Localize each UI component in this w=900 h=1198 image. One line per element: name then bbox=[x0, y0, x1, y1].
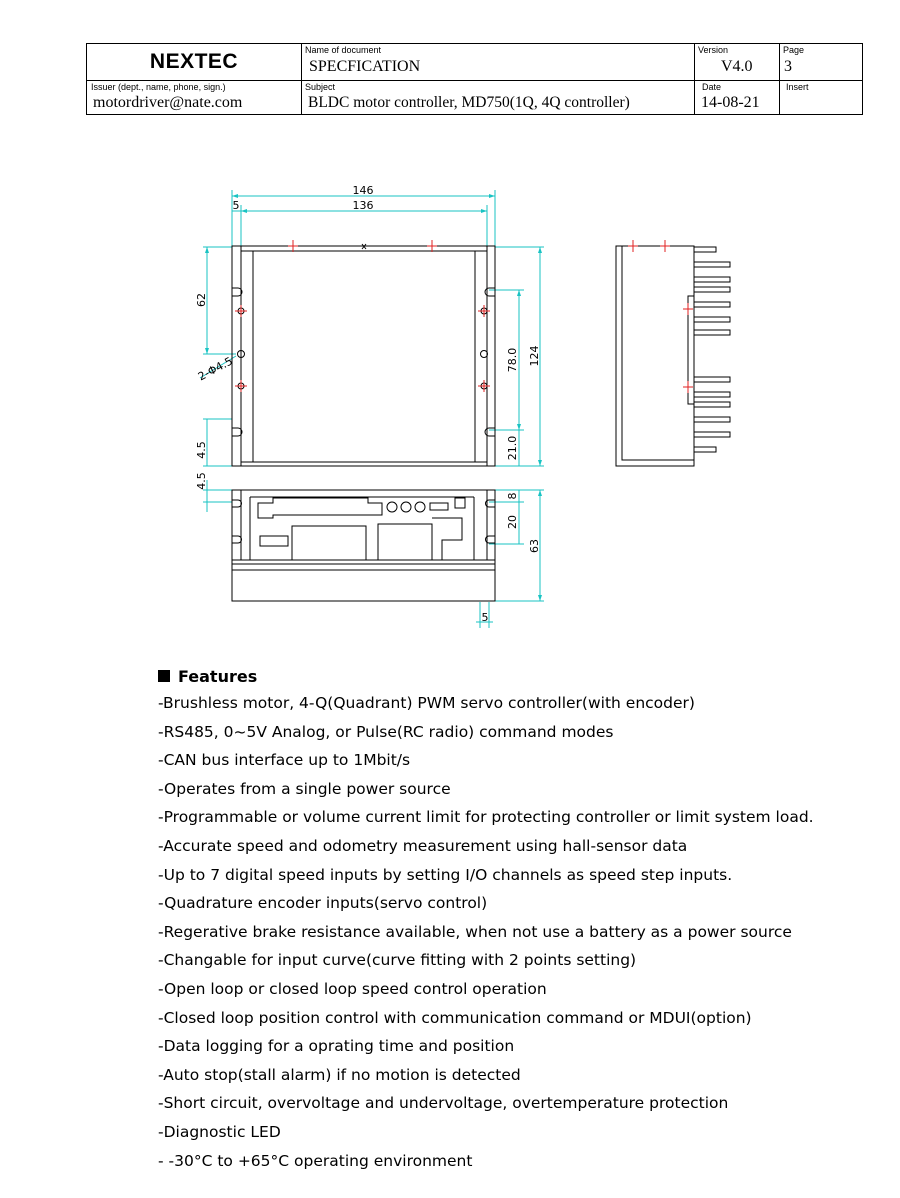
company-name: NEXTEC bbox=[149, 50, 239, 73]
dim-136: 136 bbox=[352, 199, 374, 212]
dim-5-top: 5 bbox=[232, 199, 240, 212]
feature-item: -Quadrature encoder inputs(servo control) bbox=[158, 894, 488, 913]
dimension-arrows bbox=[205, 194, 542, 601]
feature-item: -Accurate speed and odometry measurement using hall-sensor data bbox=[158, 836, 688, 855]
dim-63: 63 bbox=[528, 539, 541, 553]
feature-item: -Auto stop(stall alarm) if no motion is detected bbox=[158, 1065, 521, 1084]
dim-21: 21.0 bbox=[506, 435, 519, 461]
dim-146: 146 bbox=[352, 184, 374, 197]
page-number: 3 bbox=[784, 58, 792, 75]
feature-item: -Changable for input curve(curve fitting with 2 points setting) bbox=[158, 951, 637, 970]
feature-item: -Brushless motor, 4-Q(Quadrant) PWM servo controller(with encoder) bbox=[158, 694, 695, 712]
feature-item: -Short circuit, overvoltage and undervoltage, overtemperature protection bbox=[158, 1094, 729, 1113]
name-of-document-label: Name of document bbox=[305, 45, 382, 55]
insert-label: Insert bbox=[786, 82, 809, 92]
feature-item: -Open loop or closed loop speed control operation bbox=[158, 979, 547, 998]
issuer-label: Issuer (dept., name, phone, sign.) bbox=[91, 82, 226, 92]
dim-8: 8 bbox=[506, 492, 519, 500]
issuer-value: motordriver@nate.com bbox=[93, 94, 243, 111]
feature-item: -CAN bus interface up to 1Mbit/s bbox=[158, 751, 411, 770]
front-view bbox=[232, 490, 495, 601]
dim-78: 78.0 bbox=[506, 347, 519, 373]
features-title: Features bbox=[178, 666, 258, 686]
date-value: 14-08-21 bbox=[701, 94, 760, 111]
dim-5-bottom: 5 bbox=[481, 611, 489, 624]
feature-item: -RS485, 0~5V Analog, or Pulse(RC radio) command modes bbox=[158, 722, 614, 741]
name-of-document-value: SPECFICATION bbox=[309, 58, 421, 75]
version-value: V4.0 bbox=[721, 58, 753, 75]
date-label: Date bbox=[702, 82, 722, 92]
feature-item: -Diagnostic LED bbox=[158, 1122, 281, 1141]
feature-item: -Closed loop position control with communication command or MDUI(option) bbox=[158, 1008, 752, 1027]
version-label: Version bbox=[698, 45, 729, 55]
page-label: Page bbox=[783, 45, 805, 55]
features-section bbox=[158, 663, 858, 1175]
feature-item: -Up to 7 digital speed inputs by setting I/O channels as speed step inputs. bbox=[158, 865, 733, 884]
dim-62: 62 bbox=[195, 293, 208, 307]
feature-item: -Operates from a single power source bbox=[158, 779, 451, 798]
dimension-lines bbox=[200, 190, 544, 628]
feature-item: -Programmable or volume current limit for protecting controller or limit system load. bbox=[158, 808, 814, 827]
feature-item: -Data logging for a oprating time and position bbox=[158, 1037, 515, 1056]
dim-4-5-b: 4.5 bbox=[195, 472, 208, 490]
features-list bbox=[158, 689, 858, 1175]
features-heading bbox=[158, 663, 858, 689]
dim-124: 124 bbox=[528, 345, 541, 367]
top-view bbox=[232, 244, 495, 466]
feature-item: - -30°C to +65°C operating environment bbox=[158, 1151, 473, 1170]
subject-label: Subject bbox=[305, 82, 336, 92]
dim-hole: 2-Φ4.5 bbox=[195, 354, 235, 384]
subject-value: BLDC motor controller, MD750(1Q, 4Q controller) bbox=[308, 94, 630, 111]
center-marks bbox=[235, 240, 490, 392]
feature-item: -Regerative brake resistance available, when not use a battery as a power source bbox=[158, 922, 792, 941]
side-view bbox=[616, 246, 730, 466]
dim-20: 20 bbox=[506, 515, 519, 529]
square-bullet-icon bbox=[158, 670, 170, 682]
dim-4-5-a: 4.5 bbox=[195, 441, 208, 459]
